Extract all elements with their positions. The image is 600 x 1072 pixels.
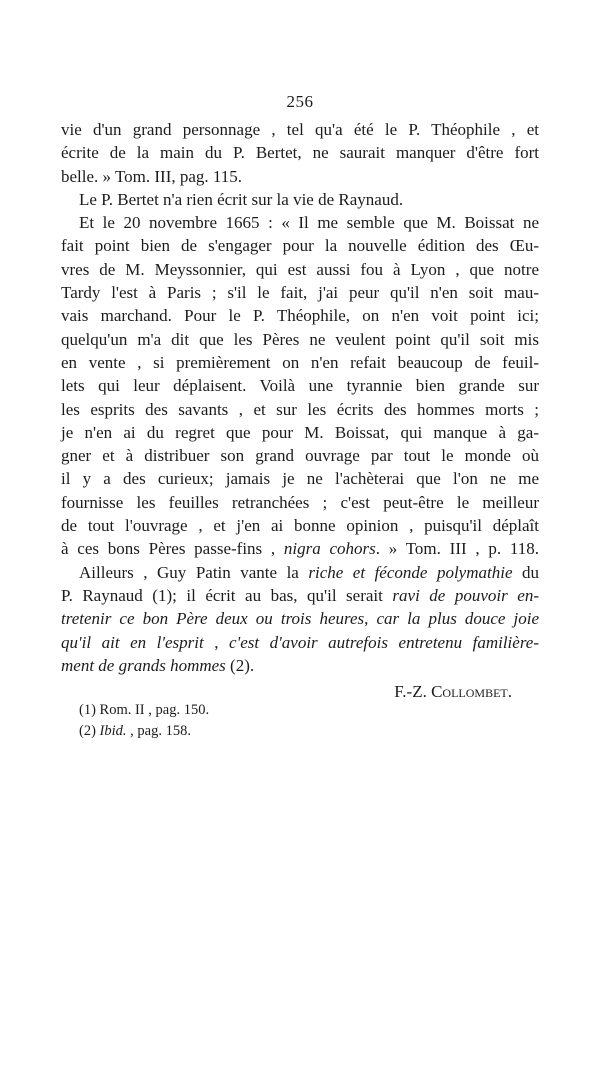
text-segment: . » Tom. III , p. 118. — [375, 539, 539, 559]
text-segment: vais marchand. Pour le P. Théophile, on n'en voit point ici; — [61, 306, 539, 326]
text-line — [61, 444, 539, 467]
footnote-2-number: (2) — [79, 722, 100, 739]
text-segment: Le P. Bertet n'a rien écrit sur la vie de Raynaud. — [79, 189, 404, 209]
text-line — [61, 607, 539, 630]
italic-segment: ravi de pouvoir en- — [392, 585, 539, 605]
page-number: 256 — [286, 92, 314, 111]
text-line — [61, 234, 539, 257]
signature-surname-initial: C — [431, 682, 443, 702]
text-line — [61, 188, 539, 211]
footnote-1: (1) Rom. II , pag. 150. — [79, 702, 210, 718]
italic-segment: ment de grands hommes — [61, 655, 226, 675]
text-line — [61, 514, 539, 537]
text-segment: écrite de la main du P. Bertet, ne saurait manquer d'être fort — [61, 143, 539, 163]
text-segment: lets qui leur déplaisent. Voilà une tyrannie bien grande sur — [61, 376, 539, 396]
text-segment: , — [203, 632, 230, 652]
italic-segment: tretenir ce bon Père deux ou trois heures — [61, 609, 365, 629]
text-line — [61, 374, 539, 397]
text-segment: fournisse les feuilles retranchées ; c'est peut-être le meilleur — [61, 492, 539, 512]
text-line — [61, 467, 539, 490]
text-segment: fait point bien de s'engager pour la nouvelle édition des Œu- — [61, 236, 539, 256]
italic-segment: nigra cohors — [283, 539, 376, 559]
footnote-2 — [79, 721, 539, 742]
text-line — [61, 631, 539, 654]
text-segment: Et le 20 novembre 1665 : « Il me semble que M. Boissat ne — [79, 213, 539, 233]
text-line — [61, 141, 539, 164]
footnotes — [79, 700, 539, 741]
text-segment: P. Raynaud (1); il écrit au bas, qu'il serait — [61, 585, 393, 605]
text-segment: belle. » Tom. III, pag. 115. — [61, 166, 243, 186]
text-line — [61, 165, 539, 188]
text-line — [61, 304, 539, 327]
text-segment: à ces bons Pères passe-fins , — [61, 539, 284, 559]
text-segment: de tout l'ouvrage , et j'en ai bonne opinion , puisqu'il déplaît — [61, 516, 539, 536]
text-segment: (2). — [225, 655, 255, 675]
text-segment: Tardy l'est à Paris ; s'il le fait, j'ai peur qu'il n'en soit mau- — [61, 283, 539, 303]
text-line — [61, 561, 539, 584]
text-line — [61, 584, 539, 607]
footnote-2-rest: , pag. 158. — [126, 722, 191, 739]
text-line — [61, 211, 539, 234]
text-line — [61, 281, 539, 304]
text-segment: vres de M. Meyssonnier, qui est aussi fou à Lyon , que notre — [61, 259, 539, 279]
text-segment: quelqu'un m'a dit que les Pères ne veulent point qu'il soit mis — [61, 329, 539, 349]
text-segment: en vente , si premièrement on n'en refait beaucoup de feuil- — [61, 352, 539, 372]
italic-segment: qu'il ait en l'esprit — [61, 632, 204, 652]
signature-surname: ollombet. — [442, 682, 512, 702]
text-line — [61, 654, 539, 677]
text-line — [61, 421, 539, 444]
text-line — [61, 118, 539, 141]
text-segment: je n'en ai du regret que pour M. Boissat, qui manque à ga- — [61, 422, 539, 442]
text-line — [61, 258, 539, 281]
text-segment: les esprits des savants , et sur les écrits des hommes morts ; — [61, 399, 539, 419]
text-line — [61, 398, 539, 421]
text-segment: gner et à distribuer son grand ouvrage par tout le monde où — [61, 446, 539, 466]
text-segment: du — [512, 562, 540, 582]
text-segment: , — [364, 609, 377, 629]
text-line — [61, 328, 539, 351]
body-text — [61, 118, 539, 703]
italic-segment: car la plus douce joie — [376, 609, 540, 629]
text-segment: il y a des curieux; jamais je ne l'achèterai que l'on ne me — [61, 469, 539, 489]
signature-initials: F.-Z. — [394, 682, 432, 702]
footnote-2-ibid: Ibid. — [99, 722, 127, 739]
text-line — [61, 491, 539, 514]
text-line — [61, 351, 539, 374]
text-segment: Ailleurs , Guy Patin vante la — [79, 562, 309, 582]
text-segment: vie d'un grand personnage , tel qu'a été le P. Théophile , et — [61, 120, 539, 139]
italic-segment: riche et féconde polymathie — [308, 562, 513, 582]
text-line — [61, 537, 539, 560]
italic-segment: c'est d'avoir autrefois entretenu familière- — [229, 632, 540, 652]
